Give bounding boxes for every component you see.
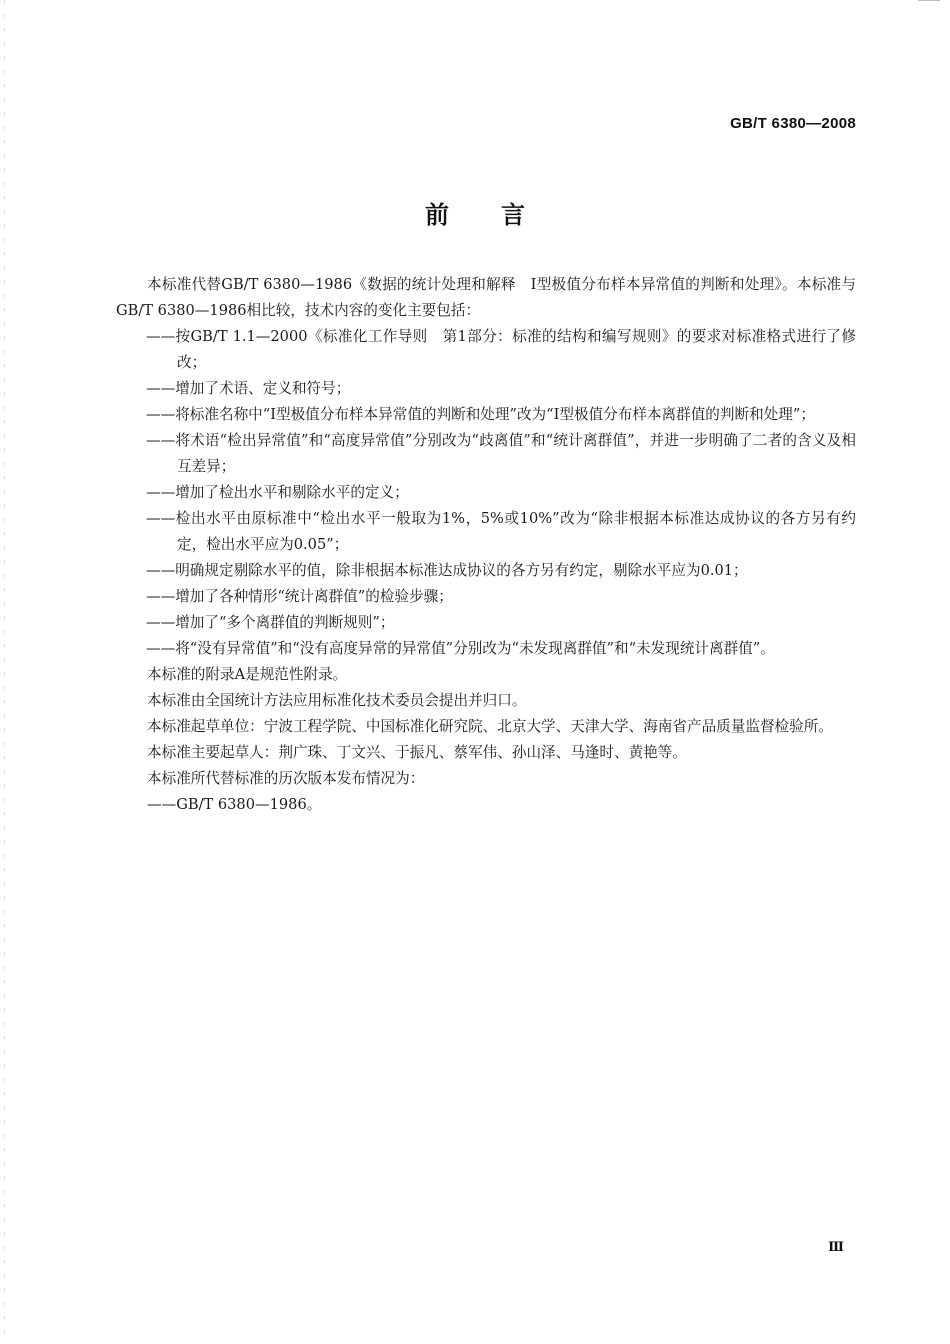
change-item: ——检出水平由原标准中“检出水平一般取为1%，5%或10%”改为“除非根据本标准达成协议的各方另有约定，检出水平应为0.05”；	[146, 510, 856, 553]
change-item: ——明确规定剔除水平的值，除非根据本标准达成协议的各方另有约定，剔除水平应为0.01；	[146, 562, 748, 579]
page-title	[0, 195, 950, 230]
page-number: Ⅲ	[828, 1240, 844, 1255]
foreword-body	[116, 272, 856, 818]
intro-paragraph: 本标准代替GB/T 6380—1986《数据的统计处理和解释 Ⅰ型极值分布样本异常值的判断和处理》。本标准与GB/T 6380—1986相比较，技术内容的变化主要包括：	[116, 276, 856, 319]
change-item: ——将术语“检出异常值”和“高度异常值”分别改为“歧离值”和“统计离群值”，并进一步明确了二者的含义及相互差异；	[146, 432, 856, 475]
main-drafters: 本标准主要起草人：荆广珠、丁文兴、于振凡、蔡军伟、孙山泽、马逢时、黄艳等。	[147, 744, 687, 761]
annex-note: 本标准的附录A是规范性附录。	[147, 666, 348, 683]
change-item: ——增加了各种情形“统计离群值”的检验步骤；	[146, 588, 453, 605]
change-item: ——增加了检出水平和剔除水平的定义；	[146, 484, 409, 501]
proposer-note: 本标准由全国统计方法应用标准化技术委员会提出并归口。	[147, 692, 527, 709]
change-item: ——增加了术语、定义和符号；	[146, 380, 351, 397]
history-intro: 本标准所代替标准的历次版本发布情况为：	[147, 770, 425, 787]
change-item: ——按GB/T 1.1—2000《标准化工作导则 第1部分：标准的结构和编写规则》的要求对标准格式进行了修改；	[146, 328, 856, 371]
drafting-units: 本标准起草单位：宁波工程学院、中国标准化研究院、北京大学、天津大学、海南省产品质量监督检验所。	[147, 718, 833, 735]
change-item: ——将标准名称中“Ⅰ型极值分布样本异常值的判断和处理”改为“Ⅰ型极值分布样本离群值的判断和处理”；	[146, 406, 815, 423]
page-title-char-1: 前	[425, 201, 449, 229]
page-title-char-2: 言	[501, 201, 525, 229]
scan-corner-mark	[918, 0, 940, 5]
change-item: ——增加了“多个离群值的判断规则”；	[146, 614, 395, 631]
standard-code: GB/T 6380—2008	[730, 115, 856, 132]
history-item: ——GB/T 6380—1986。	[147, 796, 322, 813]
change-item: ——将“没有异常值”和“没有高度异常的异常值”分别改为“未发现离群值”和“未发现统计离群值”。	[146, 640, 775, 657]
